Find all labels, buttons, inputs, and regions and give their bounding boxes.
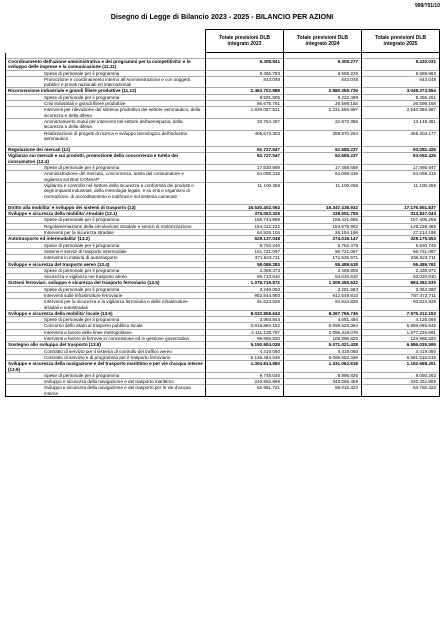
value-2025: 129.228.486 <box>362 223 440 229</box>
value-2024: 6.099.529.354 <box>284 323 362 329</box>
value-2025: 332.452.899 <box>362 379 440 385</box>
column-header-2024: Totale previsioni DLB integrato 2024 <box>284 30 362 53</box>
value-2023: 8.465.793 <box>206 70 284 76</box>
row-label: Spese di personale per il programma <box>6 165 206 171</box>
action-row <box>6 76 440 88</box>
row-label: Diritto alla mobilita' e sviluppo dei sistemi di trasporto (13) <box>6 204 206 210</box>
value-2023: 8.749.040 <box>206 372 284 378</box>
column-header-2025: Totale previsioni DLB integrato 2025 <box>362 30 440 53</box>
row-label: Coordinamento dell'azione amministrativa e dei programmi per la competitivita' e lo sviluppo delle imprese e la comunicazione (11.11) <box>6 59 206 71</box>
value-2024: 93.524.829 <box>284 299 362 311</box>
value-2025: 54.755.323 <box>362 385 440 397</box>
value-2025: 93.092.425 <box>362 153 440 165</box>
row-label: Interventi per la sicurezza stradale <box>6 230 206 236</box>
value-2025: 4.126.066 <box>362 317 440 323</box>
value-2024: 8.896.825 <box>284 372 362 378</box>
value-2025: 843.048 <box>362 76 440 88</box>
row-label: Spese di personale per il programma <box>6 70 206 76</box>
row-label: Sviluppo e sicurezza della navigazione e del trasporto marittimo e per vie d'acqua interne (13.9) <box>6 361 206 373</box>
action-row <box>6 118 440 130</box>
row-label: Interventi sulle infrastrutture ferroviarie <box>6 292 206 298</box>
column-header-2023: Totale previsioni DLB integrato 2023 <box>206 30 284 53</box>
row-label: Spese di personale per il programma <box>6 94 206 100</box>
row-label: Spese di personale per il programma <box>6 317 206 323</box>
value-2024: 158.421.655 <box>284 217 362 223</box>
value-2023: 405.673.303 <box>206 130 284 141</box>
value-2024: 1.009.455.622 <box>284 280 362 286</box>
value-2025: 2.438.972 <box>362 267 440 273</box>
value-2024: 64.098.319 <box>284 171 362 183</box>
action-row <box>6 299 440 311</box>
value-2025: 329.175.553 <box>362 236 440 242</box>
value-2023: 3.993.844 <box>206 317 284 323</box>
value-2024: 912.649.910 <box>284 292 362 298</box>
value-2023: 33.754.497 <box>206 118 284 130</box>
value-2023: 154.412.222 <box>206 223 284 229</box>
value-2023: 99.866.820 <box>206 336 284 342</box>
action-row <box>6 171 440 183</box>
row-label: Interventi per la sicurezza e la vigilanza ferroviaria e delle infrastrutture stradali e autostradali <box>6 299 206 311</box>
value-2025: 6.586.035.595 <box>362 342 440 348</box>
value-2025: 787.472.711 <box>362 292 440 298</box>
row-label: Autotrasporto ed intermodalita' (13.2) <box>6 236 206 242</box>
value-2024: 4.081.494 <box>284 317 362 323</box>
value-2025: 124.866.820 <box>362 336 440 342</box>
value-2025: 17.176.851.837 <box>362 204 440 210</box>
value-2023: 2.463.702.888 <box>206 88 284 94</box>
row-label: Contratto di servizio e di programma per il trasporto ferroviario <box>6 354 206 360</box>
row-label: Regolazione dei mercati (12) <box>6 147 206 153</box>
row-label: Sviluppo e sicurezza della mobilita' stradale (13.1) <box>6 211 206 217</box>
value-2023: 983.844.950 <box>206 292 284 298</box>
value-2024: 108.866.820 <box>284 336 362 342</box>
value-2023: 375.063.325 <box>206 211 284 217</box>
row-label: Interventi a favore delle linee metropolitane <box>6 329 206 335</box>
value-2023: 151.721.097 <box>206 248 284 254</box>
value-2025: 64.098.319 <box>362 171 440 183</box>
row-label: Contratto di servizio per il sistema di controllo del traffico aereo <box>6 348 206 354</box>
value-2025: 266.523.711 <box>362 255 440 261</box>
row-label: Sistemi e servizi di trasporto intermodale <box>6 248 206 254</box>
document-title: Disegno di Legge di Bilancio 2023 - 2025 - BILANCIO PER AZIONI <box>110 12 334 21</box>
value-2025: 26.598.158 <box>362 101 440 107</box>
row-label: Interventi in materia di autotrasporto <box>6 255 206 261</box>
row-label: Vigilanza e controllo nel settore della sicurezza e conformità dei prodotti e degli impianti industriali, della metrologia legale, e su enti e organismi di normazione, di accreditamento e notificati e sul sistema camerale <box>6 182 206 198</box>
value-2025: 7.575.312.153 <box>362 310 440 316</box>
budget-table <box>5 29 440 397</box>
value-2024: 3.281.883 <box>284 286 362 292</box>
row-label: Amministrazione del mercato, concorrenza, tutela del consumatore e vigilanza sul Bnd CONSAP <box>6 171 206 183</box>
value-2024: 5.066.602.348 <box>284 354 362 360</box>
value-2023: 3.246.093 <box>206 286 284 292</box>
value-2025: 8.588.983 <box>362 70 440 76</box>
table-header-row <box>6 30 440 53</box>
value-2023: 5.146.484.948 <box>206 354 284 360</box>
row-label: Sviluppo e sicurezza della mobilita' locale (13.6) <box>6 310 206 316</box>
value-2023: 1.929.097.521 <box>206 107 284 119</box>
value-2025: 458.303.177 <box>362 130 440 141</box>
value-2023: 92.727.547 <box>206 153 284 165</box>
value-2023: 5.150.904.028 <box>206 342 284 348</box>
value-2023: 1.078.715.872 <box>206 280 284 286</box>
value-2025: 55.489.762 <box>362 261 440 267</box>
value-2024: 4.419.080 <box>284 348 362 354</box>
value-2025: 4.419.080 <box>362 348 440 354</box>
value-2023: 64.098.319 <box>206 171 284 183</box>
value-2023: 11.100.259 <box>206 182 284 198</box>
value-2025: 1.577.225.691 <box>362 329 440 335</box>
value-2023: 2.369.473 <box>206 267 284 273</box>
value-2024: 2.680.356.726 <box>284 88 362 94</box>
value-2024: 5.762.479 <box>284 242 362 248</box>
program-row <box>6 153 440 165</box>
action-row <box>6 107 440 119</box>
value-2025: 3.364.990 <box>362 286 440 292</box>
action-row <box>6 385 440 397</box>
value-2025: 9.050.263 <box>362 372 440 378</box>
value-2024: 96.721.097 <box>284 248 362 254</box>
value-2023: 9.308.841 <box>206 59 284 71</box>
value-2025: 9.432.031 <box>362 59 440 71</box>
value-2025: 93.524.829 <box>362 299 440 311</box>
value-2023: 2.111.125.797 <box>206 329 284 335</box>
action-row <box>6 130 440 141</box>
header-blank <box>6 30 206 53</box>
value-2025: 3.048.373.554 <box>362 88 440 94</box>
row-label: Spese di personale per il programma <box>6 267 206 273</box>
value-2025: 157.405.259 <box>362 217 440 223</box>
row-label: Sistemi ferroviari, sviluppo e sicurezza del trasporto ferroviario (13.5) <box>6 280 206 286</box>
row-label: Interventi a favore di ferrovie in concessione ed in gestione governativa <box>6 336 206 342</box>
value-2023: 91.624.829 <box>206 299 284 311</box>
row-label: Sostegno allo sviluppo del trasporto (13.8) <box>6 342 206 348</box>
value-2025: 9.456.251 <box>362 94 440 100</box>
value-2023: 240.982.899 <box>206 379 284 385</box>
value-2023: 62.981.721 <box>206 385 284 397</box>
value-2025: 884.362.530 <box>362 280 440 286</box>
table-body <box>6 53 440 397</box>
row-label: Sicurezza e vigilanza nel trasporto aereo <box>6 274 206 280</box>
value-2025: 11.100.259 <box>362 182 440 198</box>
value-2024: 5.071.021.428 <box>284 342 362 348</box>
value-2023: 58.089.283 <box>206 261 284 267</box>
value-2025: 6.581.616.515 <box>362 354 440 360</box>
value-2025: 2.540.868.987 <box>362 107 440 119</box>
value-2023: 55.710.810 <box>206 274 284 280</box>
value-2025: 313.847.043 <box>362 211 440 217</box>
value-2024: 26.194.198 <box>284 230 362 236</box>
value-2023: 155.744.969 <box>206 217 284 223</box>
value-2024: 11.100.259 <box>284 182 362 198</box>
row-label: Spese di personale per il programma <box>6 372 206 378</box>
value-2025: 27.214.198 <box>362 230 440 236</box>
value-2025: 56.721.097 <box>362 248 440 254</box>
value-2024: 26.598.158 <box>284 101 362 107</box>
row-label: Spese di personale per il programma <box>6 217 206 223</box>
row-label: Realizzazione di progetti di ricerca e sviluppo tecnologico dell'industria aeronautica <box>6 130 206 141</box>
action-row <box>6 182 440 198</box>
value-2025: 5.930.745 <box>362 242 440 248</box>
value-2023: 4.419.080 <box>206 348 284 354</box>
value-2023: 17.530.969 <box>206 165 284 171</box>
value-2023: 64.926.104 <box>206 230 284 236</box>
value-2023: 8.033.858.643 <box>206 310 284 316</box>
value-2024: 92.685.237 <box>284 147 362 153</box>
row-label: Regolamentazione della circolazione stradale e servizi di motorizzazione <box>6 223 206 229</box>
value-2024: 338.591.755 <box>284 211 362 217</box>
row-label: Vigilanza sui mercati e sui prodotti, promozione della concorrenza e tutela dei consumatori (12.4) <box>6 153 206 165</box>
document-id: 999/701/10 <box>414 3 440 9</box>
value-2024: 16.347.438.932 <box>284 204 362 210</box>
value-2024: 22.973.358 <box>284 118 362 130</box>
value-2024: 9.309.277 <box>284 59 362 71</box>
row-label: Interventi per rilevazione del sistema produttivo del settore aeronautico, della sicurezza e della difesa <box>6 107 206 119</box>
value-2024: 2.468.808 <box>284 267 362 273</box>
value-2024: 92.685.237 <box>284 153 362 165</box>
value-2024: 8.267.795.746 <box>284 310 362 316</box>
row-label: Sviluppo e sicurezza del trasporto aereo (13.4) <box>6 261 206 267</box>
value-2025: 5.869.095.546 <box>362 323 440 329</box>
row-label: Crisi industriali e grandi filiere produttive <box>6 101 206 107</box>
row-label: Ammortamento mutui per interventi nel settore dell'aerospazio, della sicurezza e della difesa <box>6 118 206 130</box>
value-2024: 8.566.229 <box>284 70 362 76</box>
value-2024: 171.535.571 <box>284 255 362 261</box>
value-2024: 9.222.489 <box>284 94 362 100</box>
value-2024: 153.975.902 <box>284 223 362 229</box>
value-2024: 17.468.659 <box>284 165 362 171</box>
value-2023: 5.792.240 <box>206 242 284 248</box>
value-2024: 843.048 <box>284 76 362 88</box>
value-2023: 1.304.814.883 <box>206 361 284 373</box>
value-2024: 53.020.810 <box>284 274 362 280</box>
value-2023: 371.623.711 <box>206 255 284 261</box>
value-2025: 17.895.847 <box>362 165 440 171</box>
value-2023: 5.818.860.182 <box>206 323 284 329</box>
row-label: Spese di personale per il programma <box>6 242 206 248</box>
value-2023: 843.048 <box>206 76 284 88</box>
row-label: Concorso dello Stato al trasporto pubblico locale <box>6 323 206 329</box>
value-2024: 58.015.323 <box>284 385 362 397</box>
value-2023: 8.591.805 <box>206 94 284 100</box>
value-2023: 92.727.547 <box>206 147 284 153</box>
mission-row <box>6 59 440 71</box>
row-label: Sviluppo e sicurezza della navigazione e del trasporto per le vie d'acqua interne <box>6 385 206 397</box>
value-2024: 274.019.147 <box>284 236 362 242</box>
value-2023: 86.675.761 <box>206 101 284 107</box>
value-2024: 2.055.318.078 <box>284 329 362 335</box>
value-2023: 16.530.402.062 <box>206 204 284 210</box>
row-label: Riconversione industriale e grandi filiere produttive (11.12) <box>6 88 206 94</box>
row-label: Promozione e coordinamento interno all'Amministrazione e con soggetti pubblici e privati nazionali ed internazionali <box>6 76 206 88</box>
value-2024: 340.085.459 <box>284 379 362 385</box>
value-2024: 55.489.618 <box>284 261 362 267</box>
value-2025: 53.020.810 <box>362 274 440 280</box>
value-2025: 13.149.381 <box>362 118 440 130</box>
value-2024: 2.221.595.997 <box>284 107 362 119</box>
value-2024: 1.331.062.618 <box>284 361 362 373</box>
value-2024: 399.970.284 <box>284 130 362 141</box>
row-label: Sviluppo e sicurezza della navigazione e del trasporto marittimo <box>6 379 206 385</box>
value-2025: 1.152.658.201 <box>362 361 440 373</box>
value-2023: 529.137.048 <box>206 236 284 242</box>
program-row <box>6 361 440 373</box>
value-2025: 93.092.425 <box>362 147 440 153</box>
row-label: Spese di personale per il programma <box>6 286 206 292</box>
